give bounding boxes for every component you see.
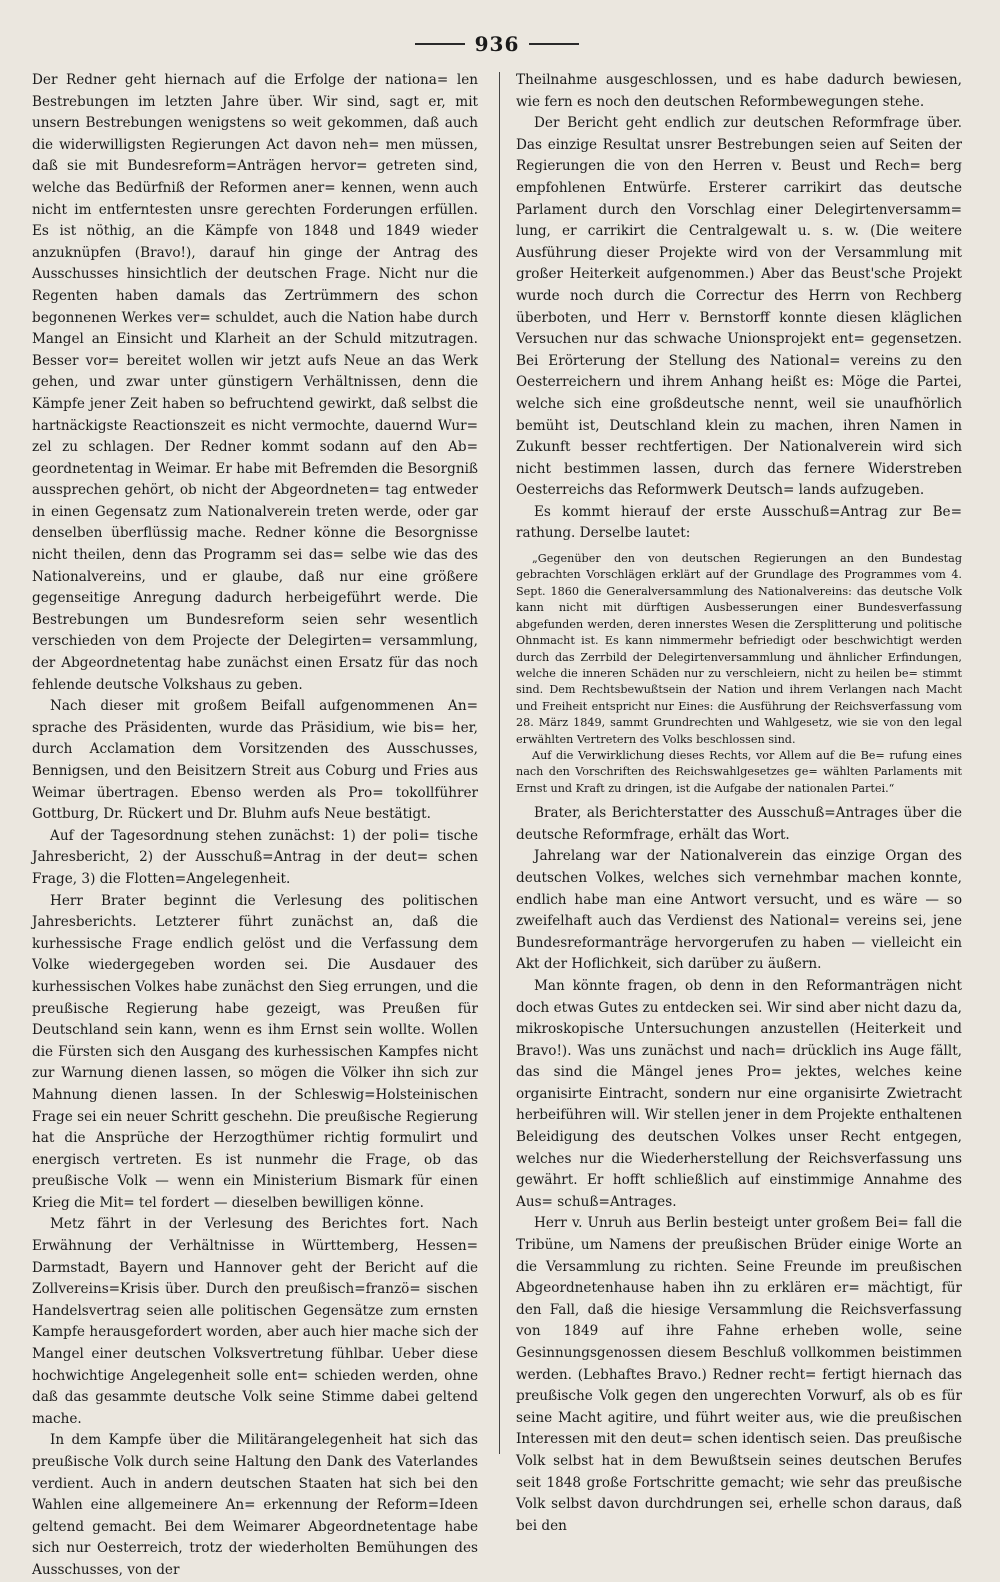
quote-paragraph: Auf die Verwirklichung dieses Rechts, vor Allem auf die Be= rufung eines nach den Vorschriften des Reichswahlgesetzes ge= wählten Parlaments mit Ernst und Kraft zu dringen, ist die Aufgabe der nationalen Partei.“ (516, 748, 962, 795)
right-column (516, 70, 962, 1582)
paragraph: Herr v. Unruh aus Berlin besteigt unter großem Bei= fall die Tribüne, um Namens der preußischen Brüder einige Worte an die Versammlung zu richten. Seine Freunde im preußischen Abgeordnetenhause haben ihn zu erklären er= mächtigt, für den Fall, daß die hiesige Versammlung die Reichsverfassung von 1849 auf ihre Fahne erheben wolle, seine Gesinnungsgenossen diesem Beschluß vollkommen beistimmen werden. (Lebhaftes Bravo.) Redner recht= fertigt hiernach das preußische Volk gegen den ungerechten Vorwurf, als ob es für seine Macht agitire, und führt weiter aus, wie die preußischen Interessen mit den deut= schen identisch seien. Das preußische Volk selbst hat in dem Bewußtsein seines deutschen Berufes seit 1848 große Fortschritte gemacht; wie sehr das preußische Volk selbst davon durchdrungen sei, erhelle schon daraus, daß bei den (516, 1215, 962, 1534)
paragraph: Metz fährt in der Verlesung des Berichtes fort. Nach Erwähnung der Verhältnisse in Württemberg, Hessen= Darmstadt, Bayern und Hannover geht der Bericht auf die Zollvereins=Krisis über. Durch den preußisch=franzö= sischen Handelsvertrag seien alle politischen Gegensätze zum ernsten Kampfe herausgefordert worden, aber auch hier mache sich der Mangel einer deutschen Volksvertretung fühlbar. Ueber diese hochwichtige Angelegenheit solle ent= schieden werden, ohne daß das gesammte deutsche Volk seine Stimme dabei geltend mache. (32, 1216, 478, 1427)
left-column (32, 70, 478, 1582)
header-rule-left (415, 43, 465, 45)
paragraph: In dem Kampfe über die Militärangelegenheit hat sich das preußische Volk durch seine Haltung den Dank des Vaterlandes verdient. Auch in andern deutschen Staaten hat sich bei den Wahlen eine allgemeinere An= erkennung der Reform=Ideen geltend gemacht. Bei dem Weimarer Abgeordnetentage habe sich nur Oesterreich, trotz der wiederholten Bemühungen des Ausschusses, von der (32, 1432, 478, 1578)
page-number: 936 (474, 32, 520, 56)
header-rule-right (529, 43, 579, 45)
column-divider (499, 72, 500, 1454)
paragraph: Herr Brater beginnt die Verlesung des politischen Jahresberichts. Letzterer führt zunächst an, daß die kurhessische Frage endlich gelöst und die Verfassung dem Volke wiedergegeben worden sei. Die Ausdauer des kurhessischen Volkes habe zunächst den Sieg errungen, und die preußische Regierung habe gezeigt, was Preußen für Deutschland sein kann, wenn es ihm Ernst sein wollte. Wollen die Fürsten sich den Ausgang des kurhessischen Kampfes nicht zur Warnung dienen lassen, so mögen die Völker ihn sich zur Mahnung dienen lassen. In der Schleswig=Holsteinischen Frage sei ein neuer Schritt geschehn. Die preußische Regierung hat die Ansprüche der Herzogthümer richtig formulirt und energisch vertreten. Es ist nunmehr die Frage, ob das preußische Volk — wenn ein Ministerium Bismark für einen Krieg die Mit= tel fordert — dieselben bewilligen könne. (32, 892, 478, 1211)
paragraph: Jahrelang war der Nationalverein das einzige Organ des deutschen Volkes, welches sich vernehmbar machen konnte, endlich habe man eine Antwort versucht, und es wäre — so zweifelhaft auch das Verdienst des National= vereins sei, jene Bundesreformanträge hervorgerufen zu haben — vielleicht ein Akt der Hoflichkeit, sich darüber zu äußern. (516, 848, 962, 973)
paragraph: Man könnte fragen, ob denn in den Reformanträgen nicht doch etwas Gutes zu entdecken sei. Wir sind aber nicht dazu da, mikroskopische Untersuchungen anzustellen (Heiterkeit und Bravo!). Was uns zunächst und nach= drücklich ins Auge fällt, das sind die Mängel jenes Pro= jektes, welches keine organisirte Eintracht, sondern nur eine organisirte Zwietracht herbeiführen will. Wir stellen jener in dem Projekte enthaltenen Beleidigung des deutschen Volkes unser Recht entgegen, welches nur die Wiederherstellung der Reichsverfassung uns gewährt. Er hofft schließlich auf einstimmige Annahme des Aus= schuß=Antrages. (516, 977, 962, 1210)
paragraph: Theilnahme ausgeschlossen, und es habe dadurch bewiesen, wie fern es noch den deutschen Reformbewegungen stehe. (516, 72, 962, 110)
paragraph: Brater, als Berichterstatter des Ausschuß=Antrages über die deutsche Reformfrage, erhält das Wort. (516, 805, 962, 843)
paragraph: Auf der Tagesordnung stehen zunächst: 1) der poli= tische Jahresbericht, 2) der Ausschuß=Antrag in der deut= schen Frage, 3) die Flotten=Angelegenheit. (32, 827, 478, 887)
paragraph: Nach dieser mit großem Beifall aufgenommenen An= sprache des Präsidenten, wurde das Präsidium, wie bis= her, durch Acclamation dem Vorsitzenden des Ausschusses, Bennigsen, und den Beisitzern Streit aus Coburg und Fries aus Weimar übertragen. Ebenso werden als Pro= tokollführer Gottburg, Dr. Rückert und Dr. Bluhm aufs Neue bestätigt. (32, 698, 478, 823)
paragraph: Es kommt hierauf der erste Ausschuß=Antrag zur Be= rathung. Derselbe lautet: (516, 503, 962, 542)
paragraph: Der Redner geht hiernach auf die Erfolge der nationa= len Bestrebungen im letzten Jahre über. Wir sind, sagt er, mit unsern Bestrebungen wenigstens so weit gekommen, daß auch die widerwilligsten Regierungen Act davon neh= men müssen, daß sie mit Bundesreform=Anträgen hervor= getreten sind, welche das Bedürfniß der Reformen aner= kennen, wenn auch nicht im entferntesten unsre gerechten Forderungen erfüllen. Es ist nöthig, an die Kämpfe von 1848 und 1849 wieder anzuknüpfen (Bravo!), darauf hin ginge der Antrag des Ausschusses hinsichtlich der deutschen Frage. Nicht nur die Regenten haben damals das Zertrümmern des schon begonnenen Werkes ver= schuldet, auch die Nation habe durch Mangel an Einsicht und Klarheit an der Schuld mitzutragen. Besser vor= bereitet wollen wir jetzt aufs Neue an das Werk gehen, und zwar unter günstigern Verhältnissen, denn die Kämpfe jener Zeit haben so befruchtend gewirkt, daß selbst die hartnäckigste Reactionszeit es nicht vermochte, dauernd Wur= zel zu schlagen. Der Redner kommt sodann auf den Ab= geordnetentag in Weimar. Er habe mit Befremden die Besorgniß aussprechen gehört, ob nicht der Abgeordneten= tag entweder in einen Gegensatz zum Nationalverein treten werde, oder gar denselben überflüssig mache. Redner könne die Besorgnisse nicht theilen, denn das Programm sei das= selbe wie das des Nationalvereins, und er glaube, daß nur eine größere gegenseitige Anregung dadurch herbeigeführt werde. Die Bestrebungen um Bundesreform seien sehr wesentlich verschieden von dem Projecte der Delegirten= versammlung, der Abgeordnetentag habe zunächst einen Ersatz für das noch fehlende deutsche Volkshaus zu geben. (32, 72, 478, 693)
resolution-quote (516, 551, 962, 797)
quote-paragraph: „Gegenüber den von deutschen Regierungen an den Bundestag gebrachten Vorschlägen erklärt auf der Grundlage des Programmes vom 4. Sept. 1860 die Generalversammlung des Nationalvereins: das deutsche Volk kann nicht mit dürftigen Ausbesserungen einer Bundesverfassung abgefunden werden, deren innerstes Wesen die Zersplitterung und politische Ohnmacht ist. Es kann nimmermehr befriedigt oder beschwichtigt werden durch das Zerrbild der Delegirtenversammlung und ähnlicher Erfindungen, welche die inneren Schäden nur zu verschleiern, nicht zu heilen be= stimmt sind. Dem Rechtsbewußtsein der Nation und ihrem Verlangen nach Macht und Freiheit entspricht nur Eines: die Ausführung der Reichsverfassung vom 28. März 1849, sammt Grundrechten und Wahlgesetz, wie sie von den legal erwählten Vertretern des Volks beschlossen sind. (516, 552, 962, 746)
page-header (32, 26, 962, 62)
paragraph: Der Bericht geht endlich zur deutschen Reformfrage über. Das einzige Resultat unsrer Bestrebungen seien auf Seiten der Regierungen die von den Herren v. Beust und Rech= berg empfohlenen Entwürfe. Ersterer carrikirt das deutsche Parlament durch den Vorschlag einer Delegirtenversamm= lung, er carrikirt die Centralgewalt u. s. w. (Die weitere Ausführung dieser Projekte wird von der Versammlung mit großer Heiterkeit aufgenommen.) Aber das Beust'sche Projekt wurde noch durch die Correctur des Herrn von Rechberg überboten, und Herr v. Bernstorff konnte diesen kläglichen Versuchen nur das schwache Unionsprojekt ent= gegensetzen. Bei Erörterung der Stellung des National= vereins zu den Oesterreichern und ihrem Anhang heißt es: Möge die Partei, welche sich eine großdeutsche nennt, weil sie unaufhörlich bemüht ist, Deutschland klein zu machen, ihren Namen in Zukunft besser rechtfertigen. Der Nationalverein wird sich nicht bestimmen lassen, durch das fernere Widerstreben Oesterreichs das Reformwerk Deutsch= lands aufzugeben. (516, 115, 962, 499)
columns (32, 70, 962, 1582)
